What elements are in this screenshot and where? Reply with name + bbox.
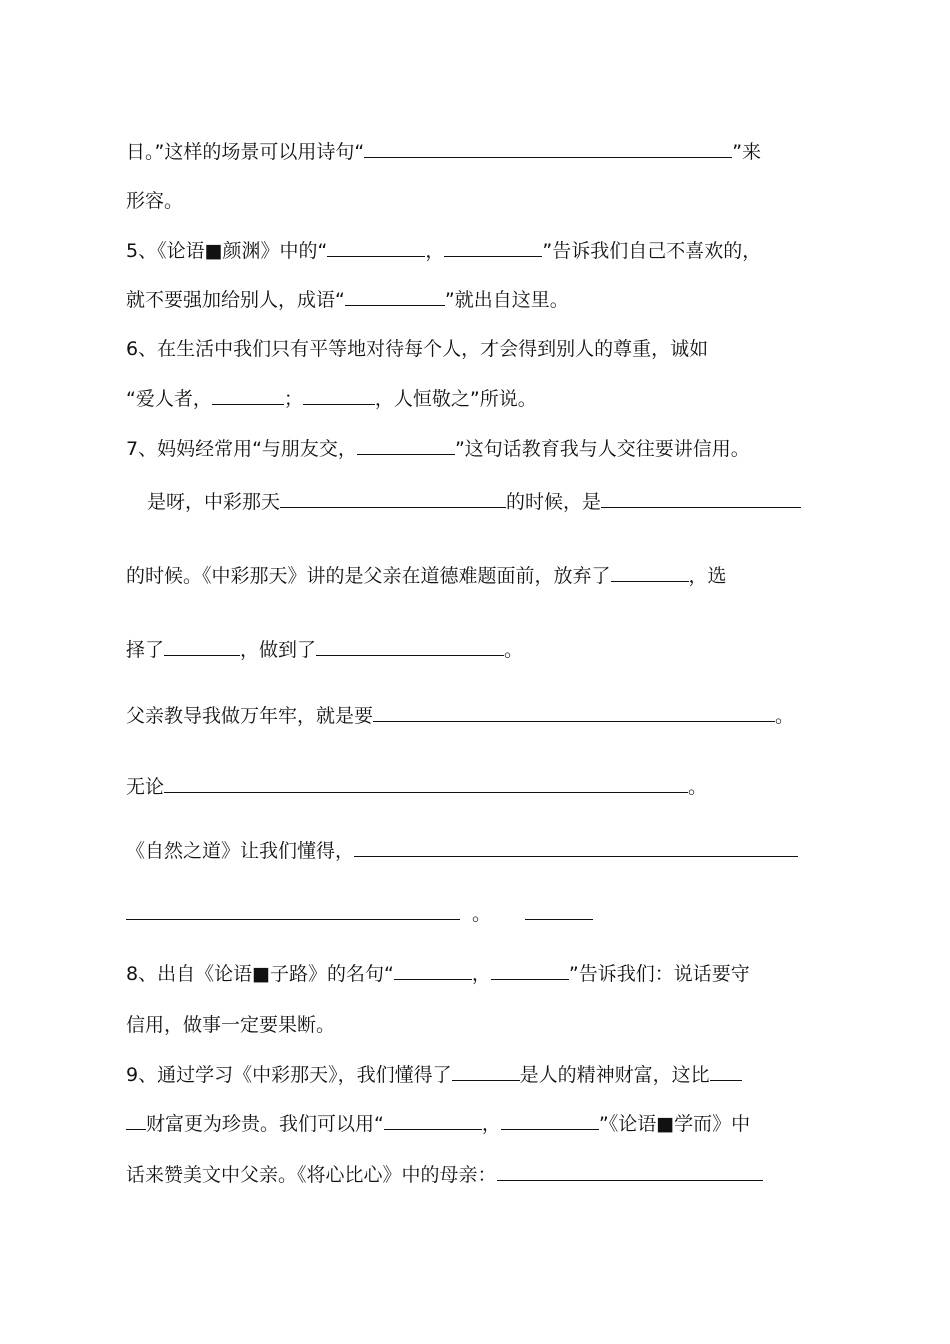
line-text: ，选 (688, 565, 727, 587)
line-text: 是人的精神财富，这比 (519, 1064, 710, 1086)
question-9-line-3 (126, 1161, 763, 1188)
question-7-line-4 (126, 636, 523, 663)
line-text: 9、通过学习《中彩那天》，我们懂得了 (126, 1064, 452, 1086)
line-text: 。 (504, 639, 524, 661)
line-text: ”告诉我们自己不喜欢的， (542, 240, 762, 262)
answer-blank[interactable] (452, 1061, 520, 1081)
answer-blank[interactable] (501, 1110, 599, 1130)
answer-blank[interactable] (497, 1161, 763, 1181)
answer-blank[interactable] (611, 562, 689, 582)
answer-blank[interactable] (212, 385, 284, 405)
answer-blank[interactable] (303, 385, 375, 405)
line-text: 就不要强加给别人，成语“ (126, 289, 345, 311)
line-text: 信用，做事一定要果断。 (126, 1014, 336, 1036)
question-6-line-2 (126, 385, 537, 412)
answer-blank[interactable] (491, 960, 569, 980)
line-text: 。 (688, 776, 708, 798)
line-text: 《自然之道》让我们懂得， (126, 840, 355, 862)
line-text: 。 (775, 705, 795, 727)
answer-blank[interactable] (316, 636, 504, 656)
question-5-line-2 (126, 286, 569, 313)
question-9-line-1 (126, 1061, 742, 1088)
question-7-line-1 (126, 435, 750, 462)
line-text: 日。”这样的场景可以用诗句“ (126, 141, 365, 163)
line-text: 择了 (126, 639, 165, 661)
line-text: 是呀，中彩那天 (147, 491, 281, 513)
question-7-line-7 (126, 837, 798, 864)
answer-blank[interactable] (525, 900, 593, 920)
line-text: 财富更为珍贵。我们可以用“ (146, 1113, 384, 1135)
answer-blank[interactable] (394, 960, 472, 980)
line-text: 5、《论语■颜渊》中的“ (126, 240, 328, 262)
line-text: 8、出自《论语■子路》的名句“ (126, 963, 394, 985)
answer-blank[interactable] (345, 286, 445, 306)
answer-blank[interactable] (327, 237, 425, 257)
line-text: ”就出自这里。 (444, 289, 569, 311)
question-8-line-1 (126, 960, 750, 987)
answer-blank[interactable] (364, 138, 732, 158)
line-text: “爱人者， (126, 388, 212, 410)
answer-blank[interactable] (354, 837, 798, 857)
answer-blank[interactable] (373, 702, 775, 722)
answer-blank[interactable] (164, 636, 240, 656)
line-text: ，做到了 (240, 639, 317, 661)
answer-blank[interactable] (126, 1110, 146, 1130)
line-text: 的时候。《中彩那天》讲的是父亲在道德难题面前，放弃了 (126, 565, 611, 587)
question-6-line-1 (126, 336, 708, 362)
question-7-line-6 (126, 773, 707, 800)
line-text: ”来 (732, 141, 762, 163)
line-text: ， (471, 963, 491, 985)
question-7-line-3 (126, 562, 727, 589)
question-7-line-2 (147, 488, 801, 515)
answer-blank[interactable] (164, 773, 688, 793)
text-line-2 (126, 188, 183, 214)
question-8-line-2 (126, 1012, 335, 1038)
answer-blank[interactable] (710, 1061, 742, 1081)
question-9-line-2 (126, 1110, 750, 1137)
line-text: 话来赞美文中父亲。《将心比心》中的母亲： (126, 1164, 497, 1186)
line-text: ”这句话教育我与人交往要讲信用。 (454, 438, 750, 460)
line-text: 形容。 (126, 190, 184, 212)
line-text: 7、妈妈经常用“与朋友交， (126, 438, 357, 460)
answer-blank[interactable] (384, 1110, 482, 1130)
question-7-line-5 (126, 702, 794, 729)
answer-blank[interactable] (280, 488, 506, 508)
question-5-line-1 (126, 237, 761, 264)
line-text: 6、在生活中我们只有平等地对待每个人，才会得到别人的尊重，诚如 (126, 338, 709, 360)
line-text: ， (425, 240, 445, 262)
answer-blank[interactable] (601, 488, 801, 508)
line-text: 的时候，是 (506, 491, 602, 513)
line-text: 父亲教导我做万年牢，就是要 (126, 705, 374, 727)
answer-blank[interactable] (357, 435, 455, 455)
line-text: ，人恒敬之”所说。 (374, 388, 537, 410)
answer-blank[interactable] (444, 237, 542, 257)
line-text: ， (481, 1113, 501, 1135)
line-text: ； (283, 388, 303, 410)
line-text: 无论 (126, 776, 165, 798)
line-text: ”告诉我们：说话要守 (568, 963, 750, 985)
line-text: ”《论语■学而》中 (598, 1113, 751, 1135)
answer-blank[interactable] (126, 900, 460, 920)
line-text: 。 (472, 903, 492, 925)
text-line-1 (126, 138, 761, 165)
question-7-line-8 (126, 900, 593, 927)
